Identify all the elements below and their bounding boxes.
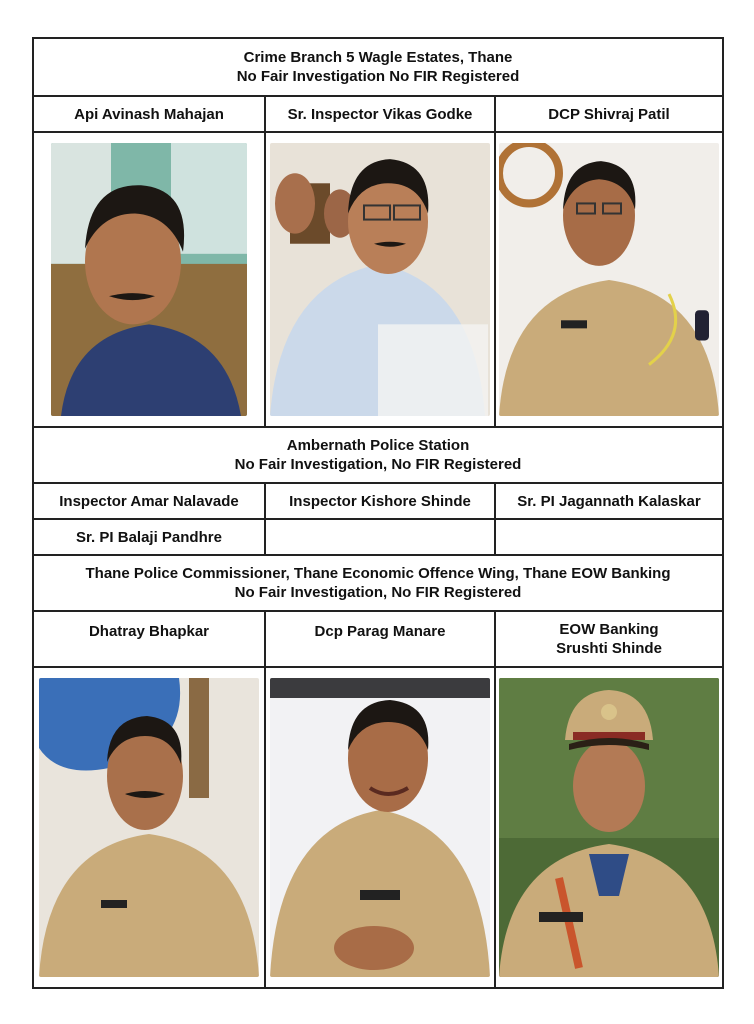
section-title: Ambernath Police Station bbox=[286, 437, 470, 454]
officer-photo bbox=[270, 678, 490, 977]
officer-unit: EOW Banking bbox=[559, 621, 659, 638]
section-header-thane-eow bbox=[34, 554, 722, 610]
officer-name-row bbox=[34, 518, 722, 554]
officer-name: Dcp Parag Manare bbox=[264, 612, 494, 666]
officer-name: Sr. PI Balaji Pandhre bbox=[76, 528, 222, 546]
officer-table bbox=[32, 37, 724, 989]
officer-name: Sr. PI Jagannath Kalaskar bbox=[494, 484, 722, 518]
section-title: Thane Police Commissioner, Thane Economic Offence Wing, Thane EOW Banking bbox=[85, 565, 671, 582]
officer-name-text: Srushti Shinde bbox=[556, 640, 662, 657]
officer-photo-row bbox=[34, 131, 722, 426]
officer-photo bbox=[39, 678, 259, 977]
section-header-crime-branch bbox=[34, 39, 722, 95]
officer-photo-row bbox=[34, 666, 722, 987]
officer-name: Api Avinash Mahajan bbox=[74, 105, 224, 123]
officer-name-row bbox=[34, 482, 722, 518]
empty-cell bbox=[264, 520, 494, 554]
officer-name bbox=[494, 612, 722, 666]
officer-name: Inspector Amar Nalavade bbox=[59, 492, 239, 510]
section-subtitle: No Fair Investigation No FIR Registered bbox=[236, 68, 520, 85]
officer-photo bbox=[270, 143, 490, 416]
section-subtitle: No Fair Investigation, No FIR Registered bbox=[234, 456, 522, 473]
officer-photo bbox=[499, 143, 719, 416]
empty-cell bbox=[494, 520, 722, 554]
officer-name: DCP Shivraj Patil bbox=[494, 97, 722, 131]
officer-name-row bbox=[34, 95, 722, 131]
officer-name: Sr. Inspector Vikas Godke bbox=[264, 97, 494, 131]
officer-photo bbox=[51, 143, 247, 416]
officer-photo bbox=[499, 678, 719, 977]
section-subtitle: No Fair Investigation, No FIR Registered bbox=[234, 584, 522, 601]
section-header-ambernath bbox=[34, 426, 722, 482]
officer-name: Inspector Kishore Shinde bbox=[264, 484, 494, 518]
officer-name-row bbox=[34, 610, 722, 666]
officer-name: Dhatray Bhapkar bbox=[88, 623, 210, 640]
section-title: Crime Branch 5 Wagle Estates, Thane bbox=[243, 49, 513, 66]
